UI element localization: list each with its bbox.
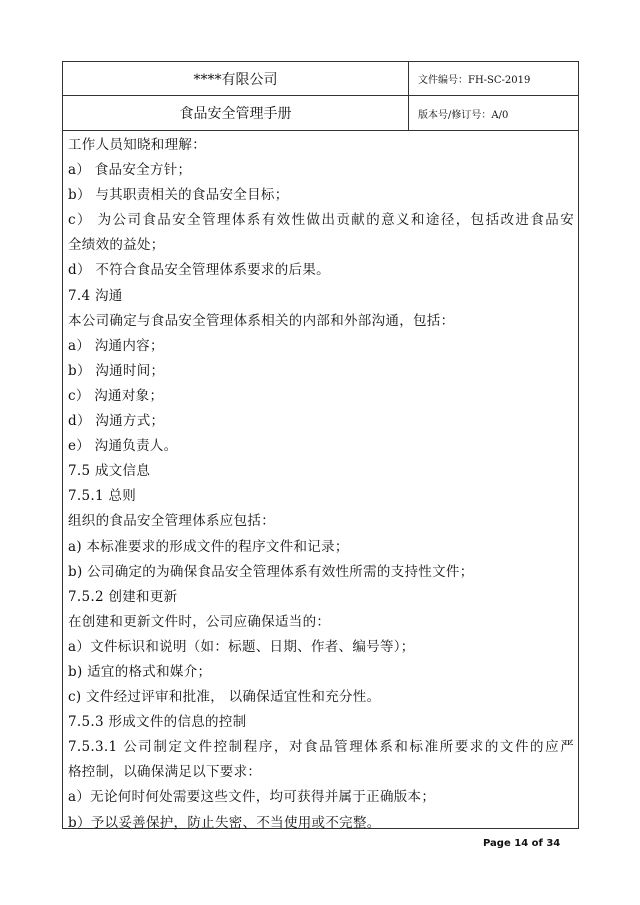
header-row-company xyxy=(63,62,578,96)
header-row-manual xyxy=(63,96,578,131)
section-heading: 7.5.2 创建和更新 xyxy=(68,588,178,605)
text-line: b） 沟通时间； xyxy=(68,362,165,379)
section-heading: 7.4 沟通 xyxy=(68,287,123,304)
text-line: a） 沟通内容； xyxy=(68,337,164,354)
text-line: b） 与其职责相关的食品安全目标； xyxy=(68,187,289,204)
section-heading: 7.5.1 总则 xyxy=(68,488,137,505)
text-line: a) 本标准要求的形成文件的程序文件和记录； xyxy=(68,538,349,555)
section-heading: 7.5 成文信息 xyxy=(68,463,151,480)
text-line: 在创建和更新文件时，公司应确保适当的： xyxy=(68,613,331,630)
text-line: c） 沟通对象； xyxy=(68,387,164,404)
text-line: 工作人员知晓和理解： xyxy=(68,137,206,153)
text-line: d） 不符合食品安全管理体系要求的后果。 xyxy=(68,262,330,279)
text-line: 本公司确定与食品安全管理体系相关的内部和外部沟通，包括： xyxy=(68,312,455,329)
text-line: 全绩效的益处； xyxy=(68,237,165,254)
company-name: ****有限公司 xyxy=(63,62,409,95)
text-line: b) 适宜的格式和媒介； xyxy=(68,663,212,680)
body-content xyxy=(68,133,574,836)
text-line: b）予以妥善保护，防止失密、不当使用或不完整。 xyxy=(68,814,381,831)
section-heading: 7.5.3 形成文件的信息的控制 xyxy=(68,714,247,731)
text-line: c） 为公司食品安全管理体系有效性做出贡献的意义和途径，包括改进食品安 xyxy=(68,212,574,229)
text-line: a）无论何时何处需要这些文件，均可获得并属于正确版本； xyxy=(68,789,436,806)
text-line: d） 沟通方式； xyxy=(68,413,165,430)
text-line: 格控制，以确保满足以下要求： xyxy=(68,764,262,781)
text-line: c) 文件经过评审和批准， 以确保适宜性和充分性。 xyxy=(68,689,381,706)
text-line: b) 公司确定的为确保食品安全管理体系有效性所需的支持性文件； xyxy=(68,563,474,580)
version-number: 版本号/修订号：A/0 xyxy=(418,109,509,121)
document-frame xyxy=(62,61,579,829)
text-line: 7.5.3.1 公司制定文件控制程序，对食品管理体系和标准所要求的文件的应严 xyxy=(68,739,574,756)
text-line: a） 食品安全方针； xyxy=(68,162,192,179)
text-line: e） 沟通负责人。 xyxy=(68,438,178,455)
manual-title: 食品安全管理手册 xyxy=(63,96,409,130)
page-number: Page 14 of 34 xyxy=(483,838,561,849)
text-line: a）文件标识和说明（如：标题、日期、作者、编号等）； xyxy=(68,638,415,655)
text-line: 组织的食品安全管理体系应包括： xyxy=(68,513,275,530)
document-number: 文件编号：FH-SC-2019 xyxy=(418,75,531,86)
